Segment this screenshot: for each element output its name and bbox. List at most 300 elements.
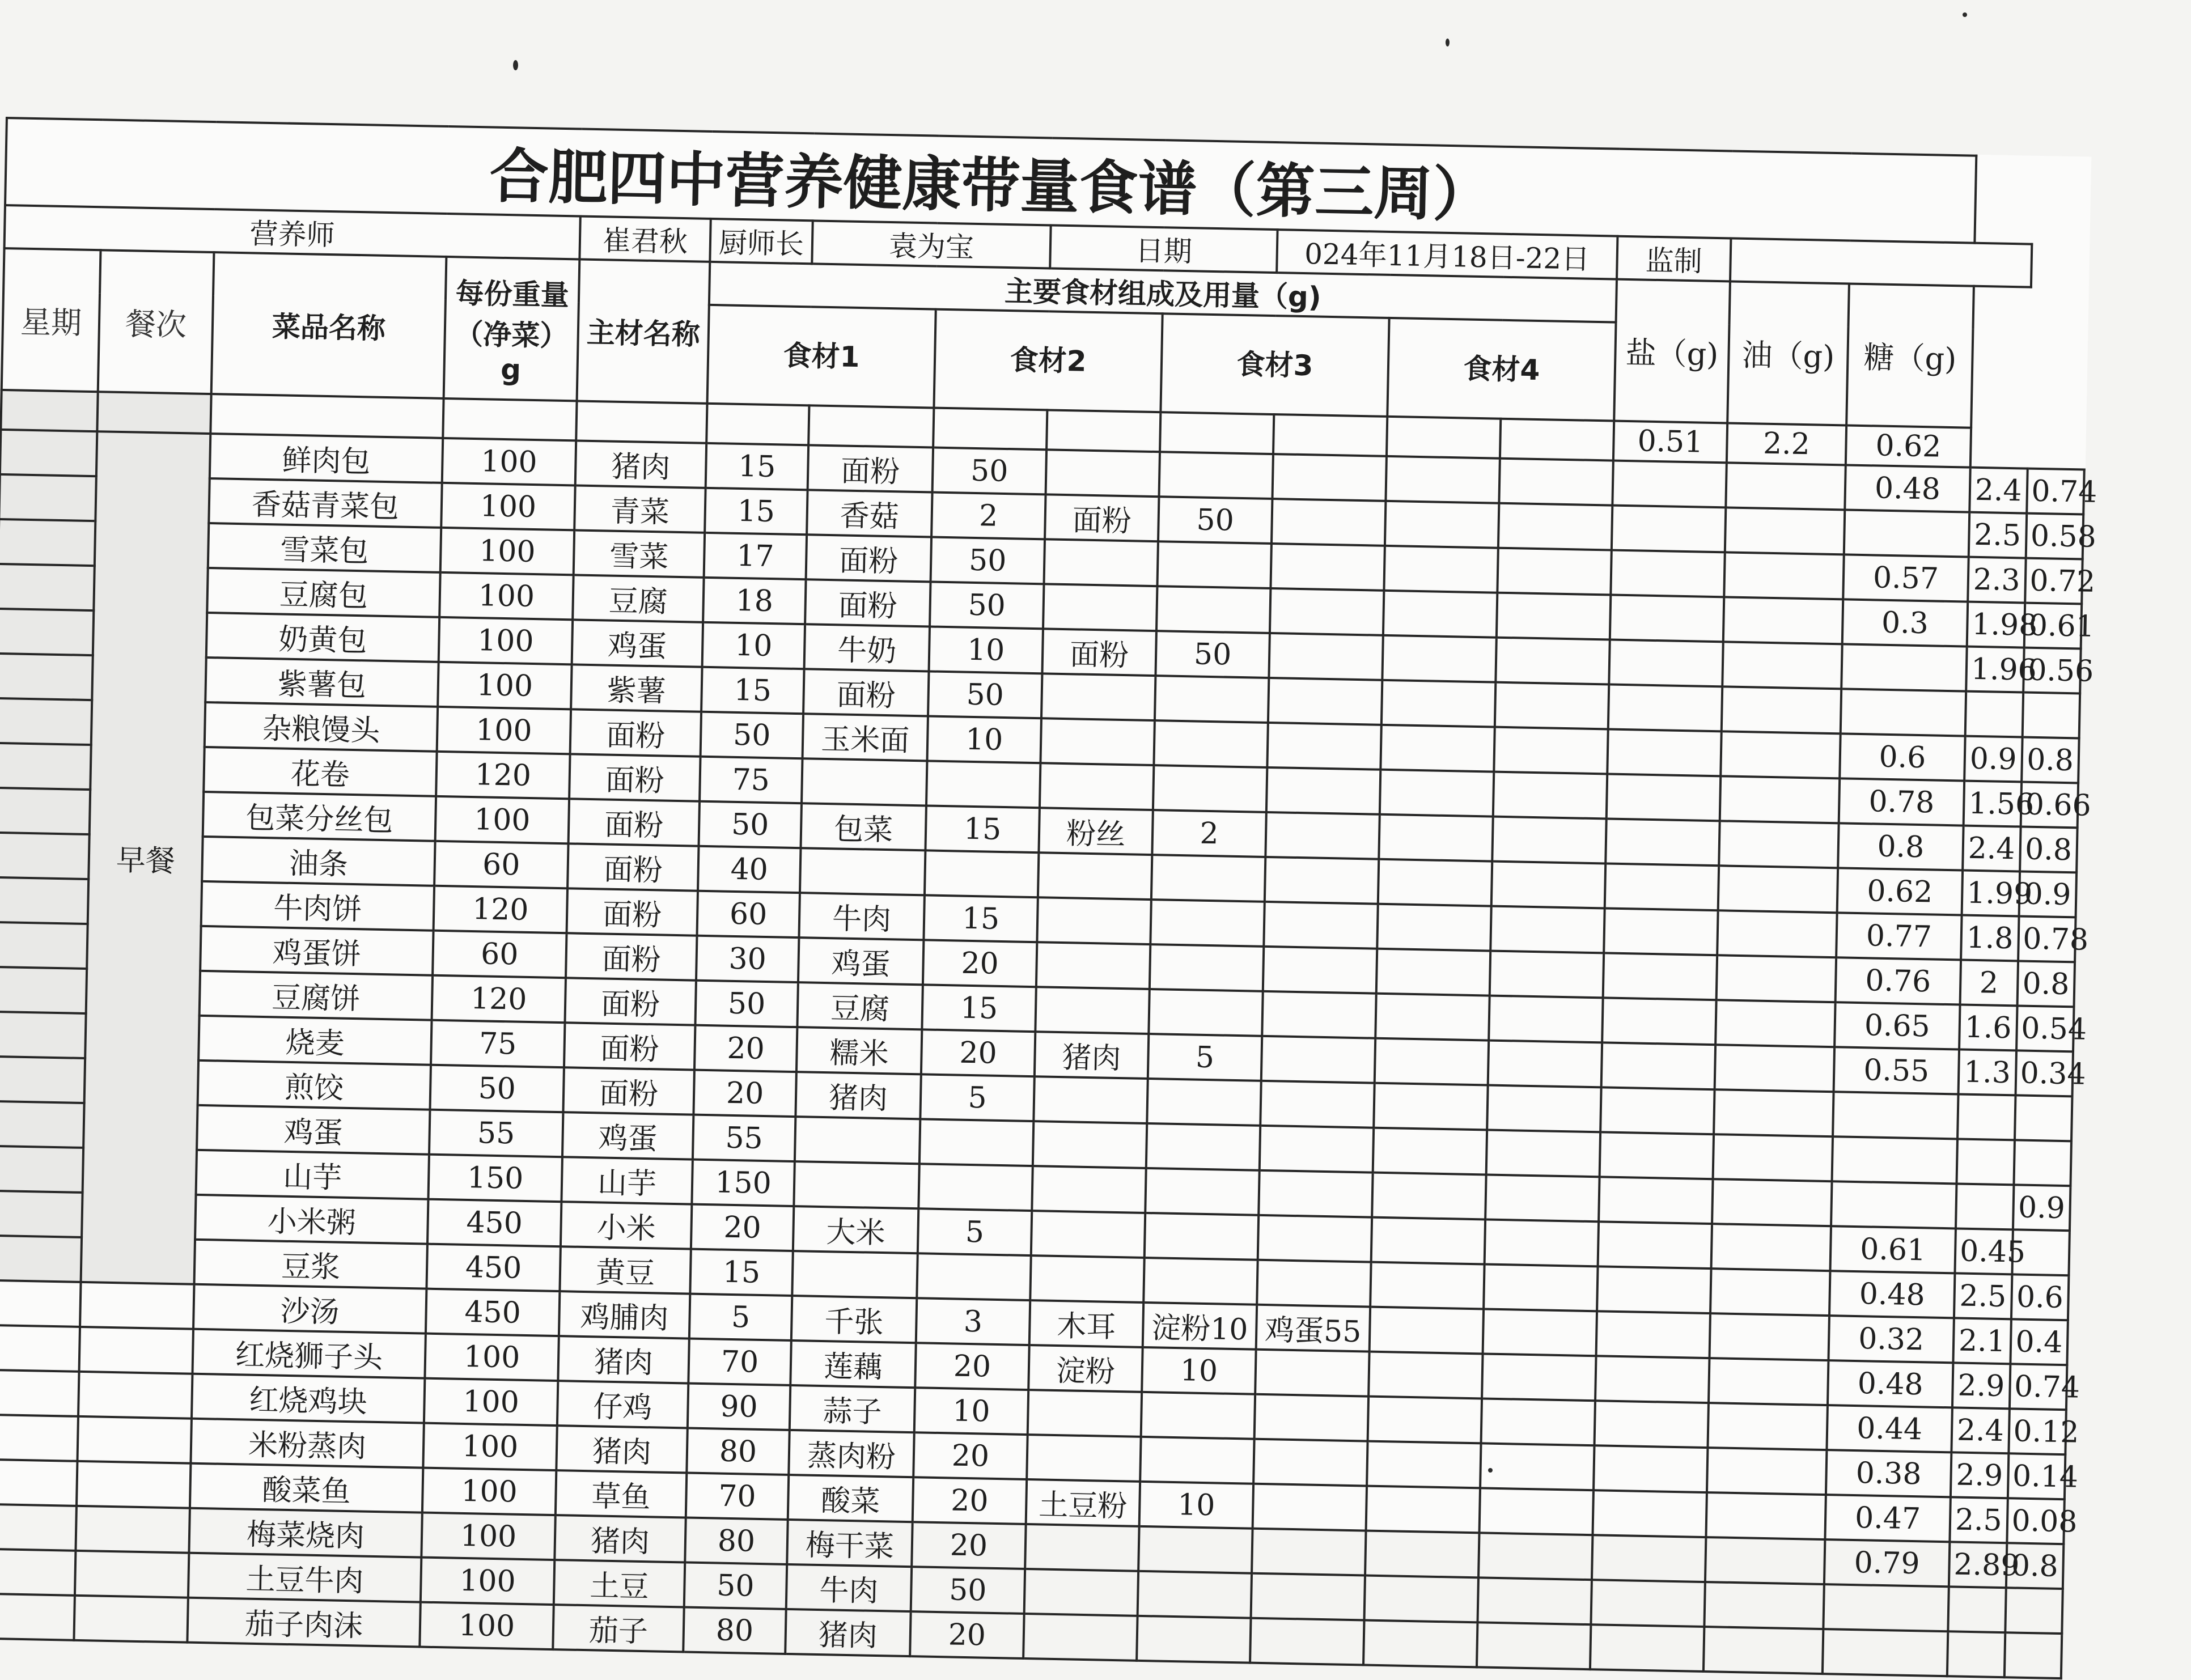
header-main-name: 主材名称 (577, 259, 710, 403)
portion-value: 100 (439, 617, 573, 664)
blank-cell (1490, 951, 1604, 998)
ingredient-1-amount: 40 (698, 846, 800, 893)
sugar-value: 0.08 (2007, 1498, 2065, 1544)
ingredient-2-amount: 20 (921, 1029, 1035, 1076)
portion-value: 100 (419, 1602, 553, 1649)
oil-value: 2 (1960, 960, 2018, 1006)
ingredient-3-name: 粉丝 (1039, 808, 1152, 855)
salt-value (1823, 1629, 1948, 1676)
salt-value: 0.48 (1828, 1360, 1953, 1407)
ingredient-2-amount: 15 (922, 985, 1036, 1032)
dish-name: 杂粮馒头 (205, 702, 438, 752)
ingredient-3-name (1030, 1255, 1144, 1303)
ingredient-2-name: 牛肉 (799, 893, 924, 940)
ingredient-4-amount (1383, 591, 1497, 638)
sugar-value: 0.72 (2025, 558, 2083, 604)
ingredient-2-name: 牛肉 (786, 1564, 912, 1611)
blank-cell (1490, 906, 1604, 953)
sugar-value: 0.9 (2012, 1185, 2070, 1231)
portion-value: 120 (436, 752, 570, 799)
dish-name: 包菜分丝包 (203, 792, 436, 841)
sugar-value (2004, 1632, 2062, 1678)
blank-cell (1498, 503, 1612, 550)
blank-cell (1596, 1311, 1710, 1358)
weekday-cell (0, 609, 94, 655)
ingredient-3-name (1028, 1390, 1142, 1437)
ingredient-2-amount (918, 1164, 1032, 1211)
dish-name: 酸菜鱼 (190, 1463, 423, 1513)
main-ingredient: 猪肉 (556, 1426, 687, 1473)
weekday-cell (0, 1101, 84, 1148)
weekday-cell (0, 519, 95, 566)
ingredient-4-name (1270, 588, 1384, 635)
ingredient-4-amount (1375, 994, 1489, 1041)
header-salt: 盐（g) (1614, 279, 1730, 423)
portion-value: 100 (421, 1558, 554, 1605)
ink-speck (1963, 12, 1967, 17)
ingredient-2-name: 面粉 (808, 445, 933, 492)
ingredient-2-name: 猪肉 (795, 1072, 921, 1119)
ingredient-4-name (1255, 1350, 1369, 1397)
salt-value (1841, 644, 1967, 691)
blank-cell (1595, 1356, 1709, 1403)
blank-cell (443, 398, 577, 440)
ingredient-2-name: 豆腐 (797, 982, 922, 1029)
blank-cell (1612, 506, 1726, 553)
ingredient-3-amount (1150, 944, 1264, 991)
ingredient-1-amount: 80 (686, 1428, 789, 1475)
ingredient-2-name (795, 1117, 920, 1164)
meal-breakfast: 早餐 (81, 431, 211, 1284)
ingredient-1-amount: 80 (685, 1517, 787, 1564)
oil-value: 2.9 (1952, 1363, 2010, 1409)
ingredient-3-amount (1141, 1392, 1255, 1439)
ingredient-4-amount (1384, 546, 1498, 593)
dish-name: 花卷 (204, 747, 436, 796)
ingredient-3-name (1023, 1614, 1137, 1661)
blank-cell (1489, 996, 1603, 1043)
main-ingredient: 草鱼 (556, 1470, 686, 1517)
sugar-value (2022, 693, 2080, 739)
weekday-cell (0, 1460, 77, 1506)
ingredient-3-amount (1138, 1571, 1252, 1618)
ingredient-3-amount (1157, 541, 1271, 588)
salt-value (1823, 1584, 1948, 1631)
blank-cell (1387, 417, 1501, 459)
ingredient-2-amount: 5 (918, 1208, 1032, 1255)
ingredient-4-name (1258, 1215, 1372, 1262)
blank-cell (1595, 1401, 1709, 1448)
ingredient-4-name (1253, 1439, 1367, 1486)
menu-sheet (0, 117, 2097, 1654)
portion-value: 100 (442, 438, 576, 485)
portion-value: 100 (437, 707, 571, 754)
salt-value: 0.55 (1834, 1047, 1959, 1094)
ingredient-2-name (794, 1161, 919, 1208)
ingredient-3-amount (1143, 1258, 1257, 1305)
portion-value: 450 (426, 1289, 560, 1336)
blank-cell (1497, 548, 1611, 595)
blank-cell (1497, 593, 1611, 640)
blank-cell (1605, 818, 1719, 866)
ingredient-4-amount (1377, 904, 1491, 951)
salt-value (1831, 1181, 1956, 1228)
portion-value: 75 (431, 1020, 565, 1067)
salt-value: 0.48 (1829, 1271, 1955, 1318)
ingredient-4-name (1260, 1081, 1374, 1128)
header-portion: 每份重量（净菜）g (444, 257, 580, 401)
ingredient-3-name: 木耳 (1029, 1300, 1143, 1347)
ingredient-1-amount: 90 (688, 1384, 790, 1430)
oil-value (1948, 1586, 2006, 1632)
ingredient-3-amount (1156, 586, 1270, 633)
ingredient-3-name (1024, 1569, 1138, 1616)
oil-value: 2.4 (1969, 468, 2027, 514)
dish-name: 土豆牛肉 (188, 1553, 421, 1602)
ingredient-2-amount: 50 (931, 537, 1045, 584)
weekday-cell (0, 1504, 77, 1551)
main-ingredient: 鸡脯肉 (559, 1291, 690, 1338)
ingredient-2-name: 牛奶 (804, 624, 930, 671)
oil-value: 2.9 (1951, 1452, 2008, 1498)
oil-value (1956, 1183, 2014, 1229)
ingredient-3-amount (1145, 1213, 1258, 1260)
ingredient-4-amount (1368, 1352, 1482, 1399)
portion-value: 100 (421, 1513, 555, 1560)
ingredient-3-name (1040, 718, 1154, 765)
ingredient-2-amount: 10 (929, 626, 1043, 673)
ingredient-2-amount: 20 (910, 1611, 1024, 1658)
dish-name: 山芋 (196, 1150, 429, 1199)
ingredient-1-amount: 15 (705, 488, 807, 534)
ingredient-3-amount (1140, 1437, 1254, 1484)
oil-value (1957, 1094, 2015, 1140)
ingredient-4-name (1255, 1394, 1368, 1441)
main-ingredient: 面粉 (569, 799, 700, 846)
ingredient-3-name (1033, 1076, 1147, 1123)
date-value: 024年11月18日-22日 (1277, 230, 1617, 279)
ingredient-2-name (792, 1251, 917, 1298)
salt-value (1844, 510, 1969, 557)
oil-value: 2.3 (1968, 557, 2025, 603)
oil-value: 0.9 (1964, 736, 2022, 782)
ingredient-4-name (1253, 1484, 1367, 1531)
ingredient-4-name (1270, 544, 1384, 591)
ingredient-3-amount (1145, 1168, 1259, 1215)
blank-cell (1705, 1537, 1825, 1584)
ingredient-2-amount: 50 (933, 448, 1046, 495)
ingredient-4-amount (1373, 1128, 1487, 1175)
ingredient-2-amount: 10 (914, 1388, 1028, 1435)
blank-cell (1605, 863, 1719, 910)
meal-cell (79, 1327, 193, 1374)
blank-cell (1725, 507, 1845, 554)
weekday-cell (0, 1146, 83, 1193)
ingredient-2-amount: 5 (920, 1074, 1034, 1121)
header-weekday: 星期 (2, 248, 101, 392)
ingredient-2-amount (919, 1119, 1033, 1166)
nutritionist-label: 营养师 (5, 205, 580, 259)
oil-value (1957, 1139, 2015, 1185)
blank-cell (1603, 953, 1717, 1000)
ingredient-3-amount: 10 (1142, 1347, 1256, 1394)
ingredient-2-name: 包菜 (800, 803, 926, 850)
main-ingredient: 面粉 (566, 933, 697, 980)
main-ingredient: 面粉 (565, 978, 696, 1025)
ingredient-1-amount: 15 (690, 1249, 793, 1296)
blank-cell (1481, 1398, 1595, 1445)
menu-table (0, 117, 2097, 1679)
blank-cell (1602, 998, 1716, 1045)
ingredient-1-amount: 50 (701, 712, 803, 758)
ingredient-4-amount (1380, 725, 1494, 772)
ingredient-3-name (1040, 763, 1154, 810)
meal-cell (77, 1416, 191, 1463)
sugar-value (2014, 1140, 2071, 1186)
portion-value: 100 (438, 662, 571, 709)
salt-value (1832, 1136, 1957, 1183)
blank-cell (1607, 774, 1720, 821)
salt-value: 0.38 (1826, 1450, 1951, 1497)
ingredient-2-name: 猪肉 (785, 1609, 910, 1656)
sugar-value (2005, 1588, 2063, 1634)
weekday-cell (0, 922, 88, 969)
blank-cell (1601, 1042, 1715, 1089)
sugar-value: 0.74 (2009, 1364, 2067, 1410)
oil-value: 1.3 (1959, 1049, 2016, 1095)
ingredient-1-amount: 75 (700, 757, 802, 803)
blank-cell (1724, 552, 1844, 599)
ingredient-3-name: 面粉 (1045, 494, 1159, 541)
chef-label: 厨师长 (710, 219, 812, 264)
main-ingredient: 面粉 (567, 888, 698, 935)
ingredient-4-amount (1385, 456, 1499, 503)
ingredient-1-amount: 80 (683, 1607, 786, 1653)
ingredient-3-name: 猪肉 (1035, 1032, 1149, 1079)
blank-cell (1592, 1535, 1706, 1582)
ingredient-2-amount: 15 (925, 805, 1039, 852)
ingredient-2-name: 酸菜 (788, 1475, 913, 1522)
ingredient-4-name (1260, 1126, 1374, 1173)
dish-name: 鲜肉包 (210, 434, 443, 483)
ingredient-4-name: 鸡蛋55 (1256, 1305, 1370, 1352)
ingredient-2-amount: 10 (927, 716, 1041, 763)
sugar-value: 0.78 (2018, 916, 2076, 962)
ingredient-2-name: 面粉 (803, 669, 929, 716)
ingredient-4-amount (1372, 1173, 1486, 1220)
blank-cell (1477, 1577, 1591, 1624)
blank-cell (1592, 1490, 1706, 1537)
ingredient-4-amount (1368, 1397, 1482, 1444)
blank-cell (933, 408, 1047, 450)
weekday-cell (1, 390, 98, 431)
ingredient-2-name (800, 848, 925, 895)
oil-value: 2.5 (1969, 512, 2027, 558)
salt-value: 0.47 (1825, 1495, 1950, 1542)
ingredient-2-amount: 20 (915, 1343, 1029, 1390)
ingredient-4-amount (1382, 635, 1496, 682)
ingredient-3-amount: 50 (1158, 497, 1272, 544)
portion-value: 100 (424, 1378, 558, 1426)
blank-cell (1483, 1309, 1597, 1356)
ingredient-2-name: 莲藕 (790, 1340, 916, 1388)
portion-value: 100 (439, 572, 573, 620)
page-title: 合肥四中营养健康带量食谱（第三周） (5, 118, 1976, 243)
ingredient-1-amount: 5 (689, 1294, 792, 1340)
blank-cell (1713, 1134, 1833, 1181)
blank-cell (1493, 772, 1607, 819)
salt-value: 0.44 (1826, 1405, 1952, 1452)
ingredient-3-amount (1159, 452, 1273, 499)
blank-cell (1599, 1177, 1713, 1224)
ingredient-2-amount: 50 (911, 1567, 1025, 1614)
main-ingredient: 猪肉 (554, 1515, 685, 1562)
ingredient-1-amount: 50 (695, 981, 798, 1027)
ingredient-3-amount (1155, 676, 1269, 723)
blank-cell (1709, 1358, 1828, 1405)
weekday-cell (0, 833, 90, 879)
ingredient-4-amount (1380, 770, 1494, 817)
blank-cell (1706, 1492, 1825, 1539)
ingredient-2-amount (926, 761, 1040, 808)
ingredient-4-amount (1378, 859, 1492, 906)
portion-value: 120 (432, 975, 566, 1023)
weekday-cell (0, 743, 91, 790)
portion-value: 100 (440, 528, 574, 575)
blank-cell (1477, 1622, 1591, 1669)
blank-cell (1717, 910, 1837, 957)
weekday-cell (0, 1280, 81, 1327)
sugar-value (2014, 1095, 2072, 1141)
blank-cell (1486, 1130, 1600, 1177)
ingredient-4-amount (1371, 1217, 1485, 1265)
blank-cell (706, 404, 809, 445)
header-oil: 油（g) (1727, 281, 1849, 425)
blank-cell (1718, 866, 1838, 913)
ingredient-2-name: 蒜子 (790, 1385, 915, 1432)
main-ingredient: 鸡蛋 (562, 1112, 693, 1159)
ingredient-2-name: 千张 (791, 1296, 917, 1343)
blank-cell (1482, 1354, 1596, 1401)
ingredient-2-amount: 50 (930, 582, 1044, 629)
oil-value (1965, 691, 2023, 737)
ingredient-3-name (1032, 1166, 1146, 1213)
weekday-cell (0, 1594, 75, 1640)
dish-name: 香菇青菜包 (209, 478, 442, 528)
ingredient-1-amount: 30 (696, 936, 799, 982)
ingredient-1-amount: 15 (706, 443, 808, 490)
ingredient-1-amount: 15 (701, 667, 804, 714)
portion-value: 100 (435, 796, 569, 843)
portion-value: 120 (434, 886, 567, 933)
ingredient-3-amount (1151, 855, 1265, 902)
portion-value: 150 (428, 1155, 562, 1202)
dish-name: 梅菜烧肉 (189, 1508, 422, 1558)
nutritionist-name: 崔君秋 (579, 216, 710, 261)
blank-cell (1608, 684, 1722, 731)
header-ingredient-4: 食材4 (1387, 318, 1616, 421)
salt-value: 0.57 (1843, 554, 1968, 601)
weekday-cell (0, 1057, 85, 1103)
dish-name: 鸡蛋饼 (200, 926, 433, 975)
ingredient-4-name (1252, 1529, 1366, 1576)
ingredient-4-name (1265, 857, 1379, 904)
oil-value: 2.1 (1953, 1318, 2011, 1364)
blank-cell (1726, 463, 1845, 510)
ingredient-4-amount (1379, 814, 1493, 862)
salt-value: 0.48 (1845, 465, 1970, 512)
ingredient-3-name (1043, 584, 1157, 631)
blank-cell (1495, 638, 1609, 685)
ingredient-4-name (1265, 812, 1379, 859)
ingredient-4-amount (1375, 1038, 1489, 1085)
ingredient-3-name (1025, 1524, 1139, 1571)
blank-cell (1487, 1085, 1601, 1132)
ingredient-4-name (1261, 1036, 1375, 1083)
ingredient-4-name (1268, 678, 1382, 725)
main-ingredient: 面粉 (563, 1067, 694, 1114)
blank-cell (1480, 1488, 1594, 1535)
dish-name: 紫薯包 (205, 657, 438, 707)
sugar-value: 0.8 (2006, 1543, 2063, 1589)
ingredient-4-amount (1370, 1262, 1484, 1309)
blank-cell (1494, 727, 1608, 774)
portion-value: 55 (429, 1110, 563, 1157)
ingredient-3-amount (1137, 1616, 1251, 1663)
weekday-cell (0, 698, 92, 745)
ingredient-1-amount: 50 (699, 801, 802, 848)
meal-cell (77, 1461, 190, 1508)
sugar-value: 0.8 (2020, 826, 2078, 872)
header-dish: 菜品名称 (211, 252, 447, 398)
ingredient-2-amount (925, 850, 1039, 897)
ingredient-3-amount: 10 (1139, 1482, 1253, 1529)
blank-cell (1610, 595, 1724, 642)
ingredient-3-amount: 淀粉10 (1143, 1303, 1257, 1350)
ingredient-4-name (1266, 767, 1380, 814)
blank-cell (1597, 1266, 1711, 1313)
weekday-cell (0, 1191, 83, 1237)
blank-cell (1717, 955, 1836, 1002)
weekday-cell (0, 1549, 75, 1596)
dish-name: 豆浆 (194, 1240, 427, 1289)
ingredient-4-amount (1370, 1307, 1484, 1354)
ingredient-2-amount: 3 (916, 1298, 1030, 1345)
ingredient-2-amount: 20 (913, 1477, 1027, 1524)
blank-cell (1720, 731, 1840, 778)
ingredient-1-amount: 18 (703, 578, 806, 624)
ingredient-1-amount: 50 (684, 1562, 787, 1609)
blank-cell (1720, 776, 1840, 823)
ink-speck (1488, 1468, 1493, 1473)
ingredient-3-amount: 50 (1155, 631, 1269, 678)
blank-cell (1715, 1000, 1835, 1047)
main-ingredient: 山芋 (561, 1157, 692, 1204)
weekday-cell (0, 430, 97, 476)
blank-cell (1484, 1264, 1597, 1311)
ingredient-3-name (1037, 897, 1151, 944)
dish-name: 煎饺 (198, 1060, 431, 1110)
portion-value: 100 (441, 483, 575, 530)
dish-name: 红烧狮子头 (192, 1329, 425, 1378)
ingredient-3-amount (1153, 765, 1267, 812)
ingredient-3-name (1038, 852, 1152, 900)
main-ingredient: 面粉 (567, 843, 698, 890)
ingredient-2-name (802, 758, 927, 805)
sugar-value: 0.56 (2023, 648, 2081, 694)
salt-value: 0.76 (1836, 957, 1961, 1004)
dish-name: 鸡蛋 (197, 1105, 430, 1155)
